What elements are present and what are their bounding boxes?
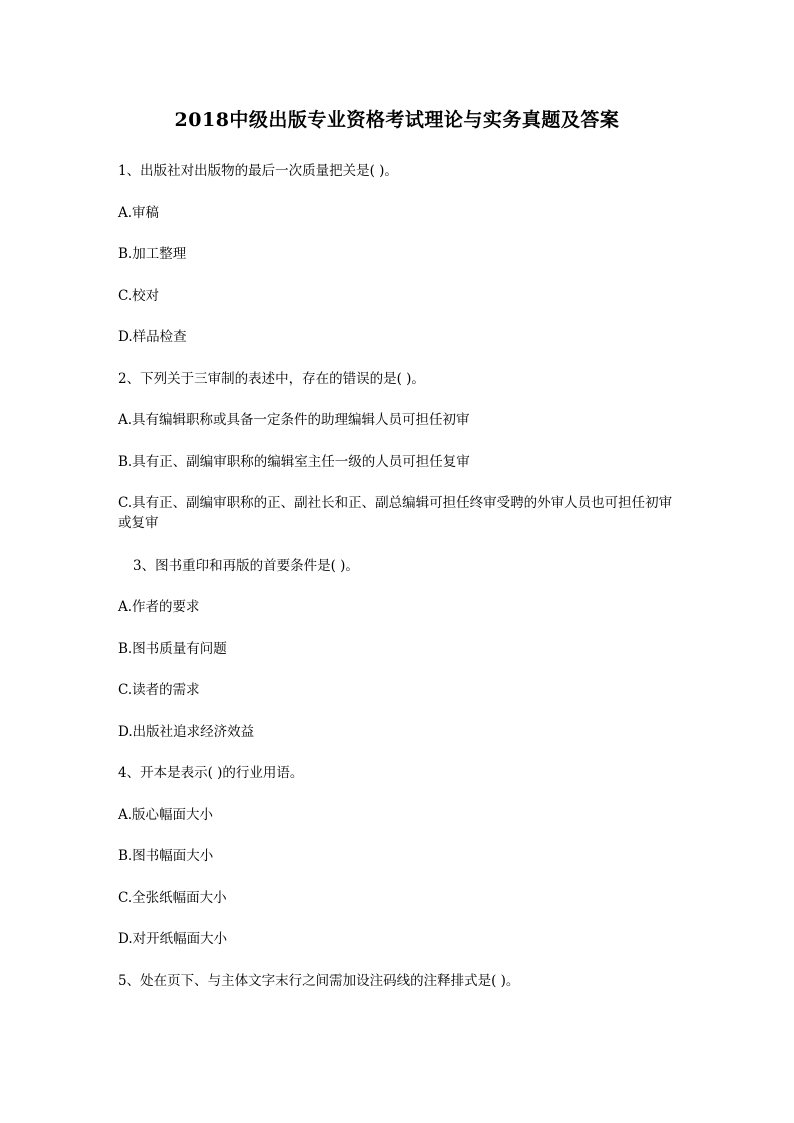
question-3-option-b: B.图书质量有问题 <box>118 641 227 657</box>
page-title: 2018中级出版专业资格考试理论与实务真题及答案 <box>174 109 620 131</box>
question-1-option-b: B.加工整理 <box>118 246 187 262</box>
question-3-stem: 3、图书重印和再版的首要条件是( )。 <box>133 558 359 574</box>
question-2-option-c: C.具有正、副编审职称的正、副社长和正、副总编辑可担任终审受聘的外审人员也可担任初审或复审 <box>118 495 673 531</box>
question-2-option-b: B.具有正、副编审职称的编辑室主任一级的人员可担任复审 <box>118 454 470 470</box>
question-3-option-d: D.出版社追求经济效益 <box>118 724 255 740</box>
question-4-option-c: C.全张纸幅面大小 <box>118 890 227 906</box>
question-2-stem: 2、下列关于三审制的表述中，存在的错误的是( )。 <box>118 371 425 387</box>
question-2-option-a: A.具有编辑职称或具备一定条件的助理编辑人员可担任初审 <box>118 412 470 428</box>
question-4-option-a: A.版心幅面大小 <box>118 807 214 823</box>
question-4-option-b: B.图书幅面大小 <box>118 848 214 864</box>
question-3-option-c: C.读者的需求 <box>118 682 200 698</box>
question-1-stem: 1、出版社对出版物的最后一次质量把关是( )。 <box>118 163 398 179</box>
question-1-option-a: A.审稿 <box>118 205 160 221</box>
question-1-option-c: C.校对 <box>118 288 160 304</box>
question-4-option-d: D.对开纸幅面大小 <box>118 931 228 947</box>
question-4-stem: 4、开本是表示( )的行业用语。 <box>118 765 304 781</box>
question-3-option-a: A.作者的要求 <box>118 599 200 615</box>
question-5-stem: 5、处在页下、与主体文字末行之间需加设注码线的注释排式是( )。 <box>118 973 520 989</box>
question-1-option-d: D.样品检查 <box>118 329 187 345</box>
